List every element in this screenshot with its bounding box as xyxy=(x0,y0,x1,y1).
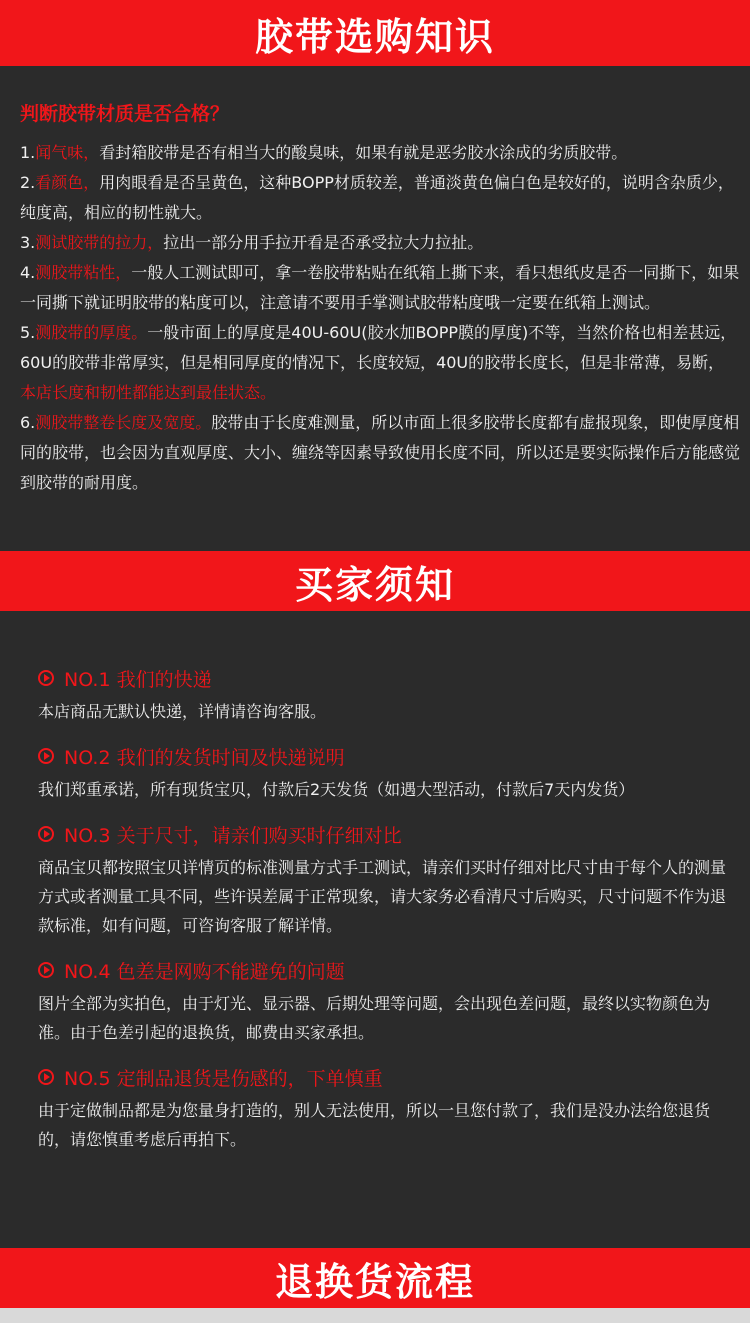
tip-number: 1. xyxy=(20,143,36,162)
buyer-notice-section xyxy=(38,663,728,1169)
tip-paragraph-4 xyxy=(20,258,740,318)
notice-item-body: 本店商品无默认快递，详情请咨询客服。 xyxy=(38,702,327,721)
notice-item-header xyxy=(38,819,728,849)
notice-item xyxy=(38,1062,728,1154)
header-banner-buyer-notice xyxy=(0,551,750,611)
notice-item-title: NO.2 我们的发货时间及快递说明 xyxy=(64,746,345,769)
tip-key: 测胶带的厚度。 xyxy=(35,323,148,342)
play-circle-icon xyxy=(38,670,54,686)
notice-item-title: NO.3 关于尺寸，请亲们购买时仔细对比 xyxy=(64,824,402,847)
notice-item xyxy=(38,955,728,1047)
tip-key: 测胶带整卷长度及宽度。 xyxy=(35,413,212,432)
notice-item-title: NO.1 我们的快递 xyxy=(64,668,212,691)
tip-highlight: 本店长度和韧性都能达到最佳状态。 xyxy=(20,383,277,402)
notice-item-header xyxy=(38,741,728,771)
banner-title: 胶带选购知识 xyxy=(254,14,495,59)
notice-item xyxy=(38,741,728,804)
notice-item-header xyxy=(38,1062,728,1092)
header-banner-tape-knowledge xyxy=(0,0,750,66)
tip-text: 看封箱胶带是否有相当大的酸臭味，如果有就是恶劣胶水涂成的劣质胶带。 xyxy=(99,143,628,162)
tip-paragraph-6 xyxy=(20,408,740,498)
tape-quality-section xyxy=(20,100,740,498)
notice-item-body: 图片全部为实拍色，由于灯光、显示器、后期处理等问题，会出现色差问题，最终以实物颜色为准。由于色差引起的退换货，邮费由买家承担。 xyxy=(38,994,711,1042)
notice-item-body: 我们郑重承诺，所有现货宝贝，付款后2天发货（如遇大型活动，付款后7天内发货） xyxy=(38,780,635,799)
tip-number: 3. xyxy=(20,233,36,252)
notice-item-body: 由于定做制品都是为您量身打造的，别人无法使用，所以一旦您付款了，我们是没办法给您退货的，请您慎重考虑后再拍下。 xyxy=(38,1101,711,1149)
tip-number: 4. xyxy=(20,263,36,282)
tip-paragraph-5 xyxy=(20,318,740,408)
tip-number: 6. xyxy=(20,413,36,432)
tip-key: 测试胶带的拉力， xyxy=(35,233,164,252)
play-circle-icon xyxy=(38,962,54,978)
section-heading: 判断胶带材质是否合格？ xyxy=(20,103,230,125)
play-circle-icon xyxy=(38,1069,54,1085)
tip-key: 闻气味， xyxy=(35,143,100,162)
tip-paragraph-3 xyxy=(20,228,740,258)
tip-text: 一般人工测试即可，拿一卷胶带粘贴在纸箱上撕下来，看只想纸皮是否一同撕下，如果一同撕下就证明胶带的粘度可以，注意请不要用手掌测试胶带粘度哦一定要在纸箱上测试。 xyxy=(20,263,740,312)
play-circle-icon xyxy=(38,826,54,842)
tip-paragraph-2 xyxy=(20,168,740,228)
notice-item-title: NO.4 色差是网购不能避免的问题 xyxy=(64,960,345,983)
notice-item-header xyxy=(38,663,728,693)
bottom-divider xyxy=(0,1308,750,1323)
notice-item xyxy=(38,663,728,726)
tip-key: 测胶带粘性， xyxy=(35,263,132,282)
notice-item xyxy=(38,819,728,940)
banner-title: 买家须知 xyxy=(294,562,455,607)
notice-item-header xyxy=(38,955,728,985)
notice-item-body: 商品宝贝都按照宝贝详情页的标准测量方式手工测试，请亲们买时仔细对比尺寸由于每个人的测量方式或者测量工具不同，些许误差属于正常现象，请大家务必看清尺寸后购买，尺寸问题不作为退款标准，如有问题，可咨询客服了解详情。 xyxy=(38,858,727,935)
tip-number: 2. xyxy=(20,173,36,192)
tip-paragraph-1 xyxy=(20,138,740,168)
header-banner-return-process xyxy=(0,1248,750,1308)
banner-title: 退换货流程 xyxy=(274,1259,475,1304)
play-circle-icon xyxy=(38,748,54,764)
tip-text: 拉出一部分用手拉开看是否承受拉大力拉扯。 xyxy=(163,233,484,252)
tip-text: 胶带由于长度难测量，所以市面上很多胶带长度都有虚报现象，即使厚度相同的胶带，也会因为直观厚度、大小、缠绕等因素导致使用长度不同，所以还是要实际操作后方能感觉到胶带的耐用度。 xyxy=(20,413,741,492)
tip-number: 5. xyxy=(20,323,36,342)
tip-text: 用肉眼看是否呈黄色，这种BOPP材质较差，普通淡黄色偏白色是较好的，说明含杂质少，纯度高，相应的韧性就大。 xyxy=(20,173,734,222)
tip-key: 看颜色， xyxy=(35,173,100,192)
tip-text: 一般市面上的厚度是40U-60U(胶水加BOPP膜的厚度)不等，当然价格也相差甚远，60U的胶带非常厚实，但是相同厚度的情况下，长度较短，40U的胶带长度长，但是非常薄，易断， xyxy=(20,323,737,372)
notice-item-title: NO.5 定制品退货是伤感的，下单慎重 xyxy=(64,1067,383,1090)
